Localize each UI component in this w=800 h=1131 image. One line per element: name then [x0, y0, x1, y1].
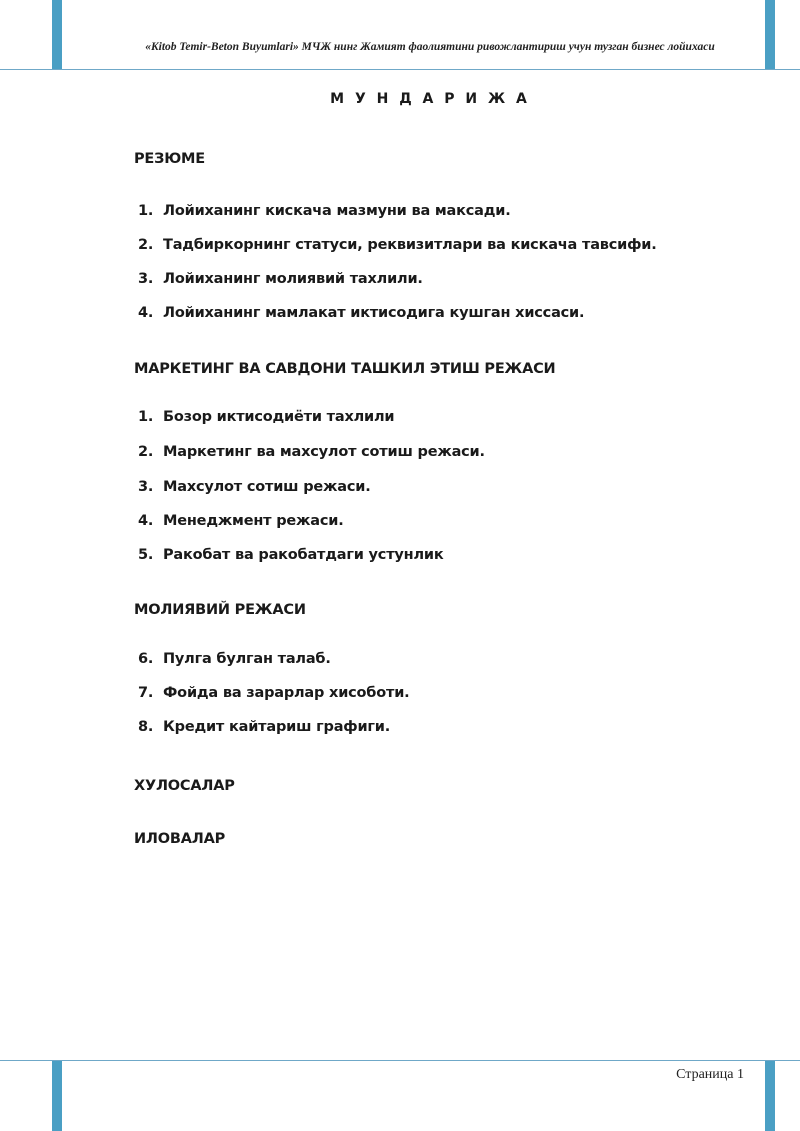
footer-rule	[0, 1060, 800, 1061]
toc-item-text: Пулга булган талаб.	[163, 651, 331, 667]
toc-item	[138, 203, 511, 219]
section-heading-finance: МОЛИЯВИЙ РЕЖАСИ	[134, 602, 306, 618]
section-heading-marketing: МАРКЕТИНГ ВА САВДОНИ ТАШКИЛ ЭТИШ РЕЖАСИ	[134, 361, 556, 377]
document-title: М У Н Д А Р И Ж А	[330, 91, 530, 107]
header-rule	[0, 69, 800, 70]
toc-item	[138, 685, 409, 701]
toc-item-text: Бозор иктисодиёти тахлили	[163, 409, 395, 425]
toc-item-text: Ракобат ва ракобатдаги устунлик	[163, 547, 444, 563]
toc-item-number: 5.	[138, 547, 154, 563]
toc-item-text: Менеджмент режаси.	[163, 513, 344, 529]
toc-item-number: 7.	[138, 685, 154, 701]
toc-item	[138, 305, 584, 321]
toc-item-number: 1.	[138, 409, 154, 425]
section-heading-summary: РЕЗЮМЕ	[134, 151, 205, 167]
toc-item-number: 2.	[138, 444, 154, 460]
footer-left-accent-bar	[52, 1061, 62, 1131]
toc-item-number: 6.	[138, 651, 154, 667]
toc-item-text: Лойиханинг мамлакат иктисодига кушган хиссаси.	[163, 305, 585, 321]
toc-item-text: Лойиханинг киcкача мазмуни ва максади.	[163, 203, 511, 219]
toc-item	[138, 719, 390, 735]
toc-item-text: Махсулот сотиш режаси.	[163, 479, 371, 495]
toc-item-number: 1.	[138, 203, 154, 219]
toc-item-number: 3.	[138, 271, 154, 287]
toc-item-text: Маркетинг ва махсулот сотиш режаси.	[163, 444, 485, 460]
header-right-accent-bar	[765, 0, 775, 70]
toc-item	[138, 651, 331, 667]
toc-item	[138, 237, 657, 253]
toc-item-number: 2.	[138, 237, 154, 253]
toc-item	[138, 409, 394, 425]
toc-item-number: 3.	[138, 479, 154, 495]
header-left-accent-bar	[52, 0, 62, 70]
toc-item	[138, 513, 344, 529]
toc-item-number: 4.	[138, 513, 154, 529]
toc-item-text: Фойда ва зарарлар хисоботи.	[163, 685, 410, 701]
toc-item-text: Лойиханинг молиявий тахлили.	[163, 271, 423, 287]
toc-item-text: Кредит кайтариш графиги.	[163, 719, 391, 735]
toc-item	[138, 444, 485, 460]
footer-right-accent-bar	[765, 1061, 775, 1131]
running-header: «Kitob Temir-Beton Buyumlari» МЧЖ нинг Жамият фаолиятини ривожлантириш учун тузган бизнес лойихаси	[145, 41, 715, 53]
toc-item	[138, 271, 423, 287]
section-heading-appendices: ИЛОВАЛАР	[134, 831, 226, 847]
toc-item-text: Тадбиркорнинг статуси, реквизитлари ва кискача тавсифи.	[163, 237, 657, 253]
page-number: Страница 1	[676, 1067, 744, 1082]
toc-item-number: 8.	[138, 719, 154, 735]
toc-item	[138, 547, 444, 563]
section-heading-conclusions: ХУЛОСАЛАР	[134, 778, 235, 794]
toc-item-number: 4.	[138, 305, 154, 321]
toc-item	[138, 479, 371, 495]
